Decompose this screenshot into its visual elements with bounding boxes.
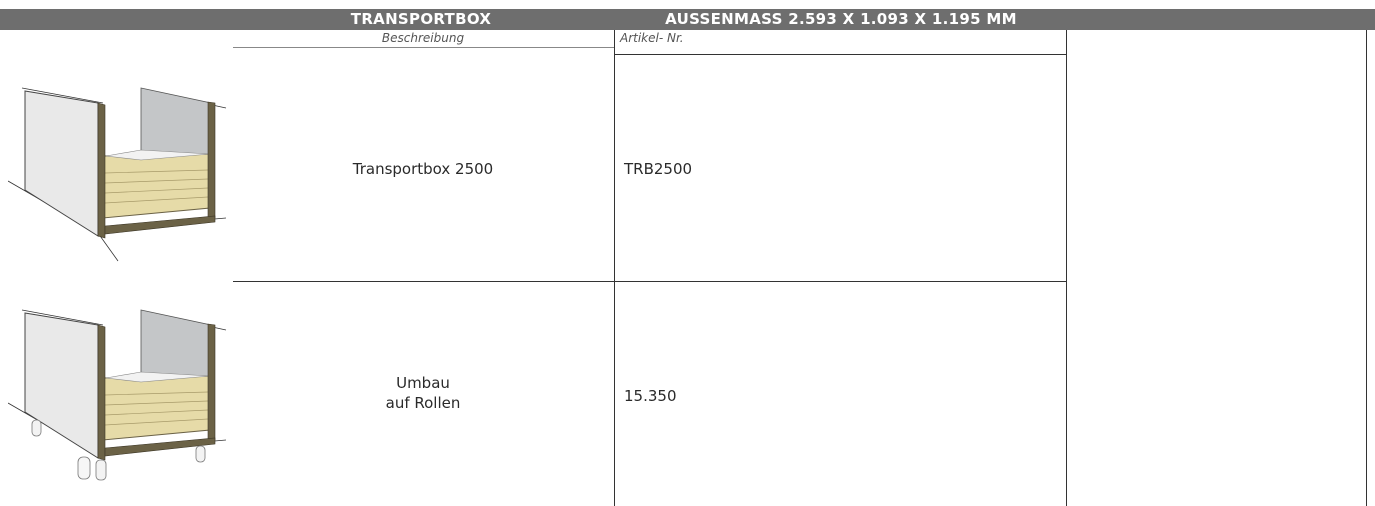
description-cell — [233, 159, 613, 179]
table-title: TRANSPORTBOX — [350, 10, 492, 28]
column-header-description: Beschreibung — [381, 31, 465, 45]
row-divider — [614, 54, 1066, 55]
column-header-article-number: Artikel- Nr. — [620, 31, 684, 45]
column-divider — [1366, 30, 1367, 506]
header-bar — [0, 9, 1375, 30]
transport-box-on-wheels-illustration-icon — [8, 300, 228, 488]
row-divider — [233, 281, 1066, 282]
subheader-underline — [233, 47, 614, 48]
description-cell — [233, 373, 613, 413]
article-number-cell: TRB2500 — [624, 160, 693, 178]
description-line: auf Rollen — [385, 394, 461, 412]
description-line: Transportbox 2500 — [352, 160, 494, 178]
column-divider — [614, 30, 615, 506]
transport-box-illustration-icon — [8, 78, 228, 266]
description-line: Umbau — [396, 374, 450, 392]
column-divider — [1066, 30, 1067, 506]
outer-dimensions: AUSSENMASS 2.593 X 1.093 X 1.195 MM — [665, 10, 1017, 28]
article-number-cell: 15.350 — [624, 387, 677, 405]
